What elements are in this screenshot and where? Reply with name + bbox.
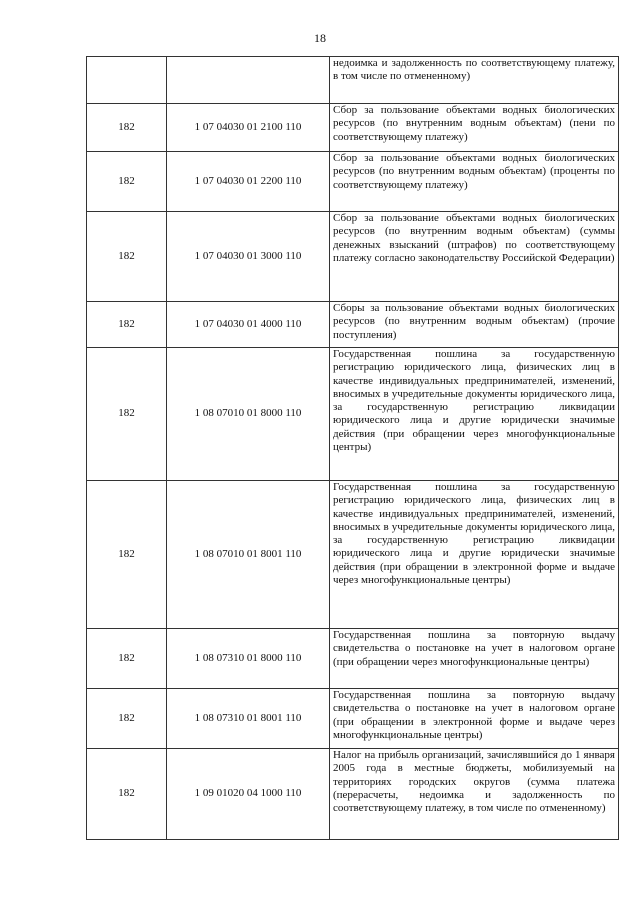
description-cell: Налог на прибыль организаций, зачислявшийся до 1 января 2005 года в местные бюджеты, мобилизуемый на территориях городских округов (сумма платежа (перерасчеты, недоимка и задолженность по соответствующему платежу, в том числе по отмененному) — [330, 749, 619, 840]
admin-code-cell: 182 — [87, 104, 167, 152]
budget-code-cell: 1 07 04030 01 3000 110 — [167, 212, 330, 302]
admin-code-cell: 182 — [87, 152, 167, 212]
page-number: 18 — [314, 31, 326, 45]
description-cell: Государственная пошлина за государственную регистрацию юридического лица, физических лиц в качестве индивидуальных предпринимателей, изменений, вносимых в учредительные документы юридического лица, за государственную регистрацию ликвидации юридического лица и другие юридически значимые действия (при обращении в электронной форме и выдаче через многофункциональные центры) — [330, 481, 619, 629]
admin-code-cell: 182 — [87, 629, 167, 689]
admin-code-cell — [87, 57, 167, 104]
description-cell: Государственная пошлина за повторную выдачу свидетельства о постановке на учет в налоговом органе (при обращении через многофункциональные центры) — [330, 629, 619, 689]
table-row — [87, 57, 619, 104]
table-row — [87, 212, 619, 302]
description-cell: недоимка и задолженность по соответствующему платежу, в том числе по отмененному) — [330, 57, 619, 104]
table-row — [87, 749, 619, 840]
table-row — [87, 152, 619, 212]
budget-code-cell: 1 08 07310 01 8001 110 — [167, 689, 330, 749]
budget-code-cell — [167, 57, 330, 104]
admin-code-cell: 182 — [87, 302, 167, 348]
budget-code-cell: 1 07 04030 01 2200 110 — [167, 152, 330, 212]
table-row — [87, 348, 619, 481]
budget-code-cell: 1 07 04030 01 4000 110 — [167, 302, 330, 348]
admin-code-cell: 182 — [87, 348, 167, 481]
budget-code-cell: 1 08 07310 01 8000 110 — [167, 629, 330, 689]
budget-code-cell: 1 07 04030 01 2100 110 — [167, 104, 330, 152]
admin-code-cell: 182 — [87, 212, 167, 302]
table-row — [87, 481, 619, 629]
budget-codes-table — [86, 56, 619, 840]
description-cell: Государственная пошлина за повторную выдачу свидетельства о постановке на учет в налоговом органе (при обращении в электронной форме и выдаче через многофункциональные центры) — [330, 689, 619, 749]
table-row — [87, 689, 619, 749]
budget-code-cell: 1 09 01020 04 1000 110 — [167, 749, 330, 840]
budget-code-cell: 1 08 07010 01 8001 110 — [167, 481, 330, 629]
description-cell: Сборы за пользование объектами водных биологических ресурсов (по внутренним водным объектам) (прочие поступления) — [330, 302, 619, 348]
description-cell: Государственная пошлина за государственную регистрацию юридического лица, физических лиц в качестве индивидуальных предпринимателей, изменений, вносимых в учредительные документы юридического лица, за государственную регистрацию ликвидации юридического лица и другие юридически значимые действия (при обращении через многофункциональные центры) — [330, 348, 619, 481]
description-cell: Сбор за пользование объектами водных биологических ресурсов (по внутренним водным объектам) (пени по соответствующему платежу) — [330, 104, 619, 152]
table-row — [87, 104, 619, 152]
budget-code-cell: 1 08 07010 01 8000 110 — [167, 348, 330, 481]
table-row — [87, 302, 619, 348]
admin-code-cell: 182 — [87, 689, 167, 749]
admin-code-cell: 182 — [87, 481, 167, 629]
description-cell: Сбор за пользование объектами водных биологических ресурсов (по внутренним водным объектам) (суммы денежных взысканий (штрафов) по соответствующему платежу согласно законодательству Российской Федерации) — [330, 212, 619, 302]
table-row — [87, 629, 619, 689]
description-cell: Сбор за пользование объектами водных биологических ресурсов (по внутренним водным объектам) (проценты по соответствующему платежу) — [330, 152, 619, 212]
admin-code-cell: 182 — [87, 749, 167, 840]
